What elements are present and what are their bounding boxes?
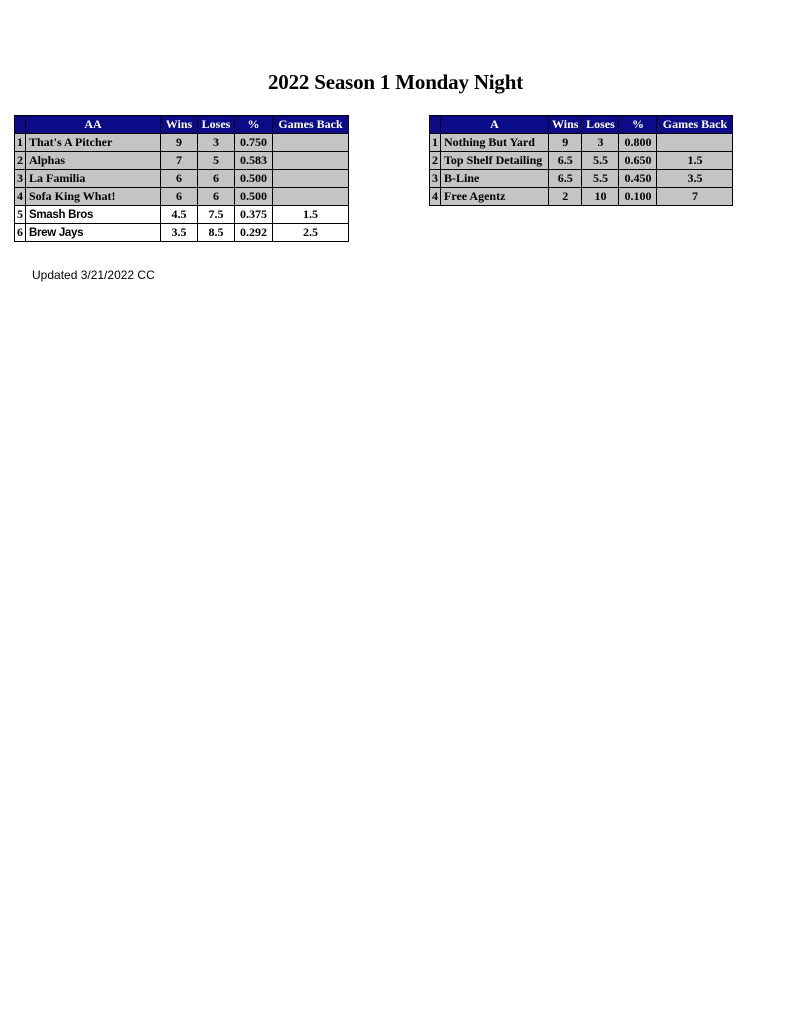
wins-cell: 4.5 xyxy=(161,206,198,224)
games-back-cell: 1.5 xyxy=(273,206,349,224)
updated-note: Updated 3/21/2022 CC xyxy=(32,268,155,282)
table-row xyxy=(15,134,349,152)
games-back-header: Games Back xyxy=(657,116,733,134)
table-header-row xyxy=(15,116,349,134)
loses-cell: 5.5 xyxy=(582,152,619,170)
pct-header: % xyxy=(235,116,273,134)
loses-cell: 7.5 xyxy=(198,206,235,224)
rank-cell: 2 xyxy=(430,152,441,170)
games-back-cell xyxy=(657,134,733,152)
pct-cell: 0.500 xyxy=(235,170,273,188)
pct-cell: 0.800 xyxy=(619,134,657,152)
pct-cell: 0.292 xyxy=(235,224,273,242)
games-back-cell: 7 xyxy=(657,188,733,206)
wins-cell: 3.5 xyxy=(161,224,198,242)
loses-cell: 3 xyxy=(198,134,235,152)
games-back-cell xyxy=(273,152,349,170)
pct-cell: 0.450 xyxy=(619,170,657,188)
loses-cell: 5 xyxy=(198,152,235,170)
team-cell: B-Line xyxy=(441,170,549,188)
table-header-row xyxy=(430,116,733,134)
games-back-cell: 3.5 xyxy=(657,170,733,188)
table-row xyxy=(15,206,349,224)
games-back-cell: 1.5 xyxy=(657,152,733,170)
games-back-cell xyxy=(273,170,349,188)
table-row xyxy=(430,188,733,206)
pct-cell: 0.750 xyxy=(235,134,273,152)
a-standings-table xyxy=(429,115,733,206)
table-row xyxy=(15,224,349,242)
team-cell: Sofa King What! xyxy=(26,188,161,206)
division-name-header: AA xyxy=(26,116,161,134)
pct-cell: 0.583 xyxy=(235,152,273,170)
games-back-cell: 2.5 xyxy=(273,224,349,242)
team-cell: Smash Bros xyxy=(26,206,161,224)
loses-cell: 3 xyxy=(582,134,619,152)
pct-header: % xyxy=(619,116,657,134)
aa-standings-table xyxy=(14,115,349,242)
rank-cell: 3 xyxy=(430,170,441,188)
page-title: 2022 Season 1 Monday Night xyxy=(267,70,523,94)
division-name-header: A xyxy=(441,116,549,134)
loses-cell: 6 xyxy=(198,170,235,188)
rank-cell: 4 xyxy=(15,188,26,206)
wins-header: Wins xyxy=(549,116,582,134)
pct-cell: 0.500 xyxy=(235,188,273,206)
wins-cell: 6.5 xyxy=(549,152,582,170)
table-row xyxy=(430,170,733,188)
wins-cell: 7 xyxy=(161,152,198,170)
wins-cell: 9 xyxy=(549,134,582,152)
pct-cell: 0.100 xyxy=(619,188,657,206)
team-cell: Nothing But Yard xyxy=(441,134,549,152)
rank-cell: 1 xyxy=(15,134,26,152)
team-cell: Free Agentz xyxy=(441,188,549,206)
games-back-cell xyxy=(273,134,349,152)
table-row xyxy=(15,188,349,206)
pct-cell: 0.650 xyxy=(619,152,657,170)
loses-header: Loses xyxy=(582,116,619,134)
rank-cell: 2 xyxy=(15,152,26,170)
pct-cell: 0.375 xyxy=(235,206,273,224)
loses-cell: 10 xyxy=(582,188,619,206)
rank-header xyxy=(15,116,26,134)
table-row xyxy=(430,152,733,170)
table-row xyxy=(430,134,733,152)
team-cell: Top Shelf Detailing xyxy=(441,152,549,170)
wins-cell: 6 xyxy=(161,170,198,188)
wins-cell: 9 xyxy=(161,134,198,152)
table-row xyxy=(15,170,349,188)
rank-cell: 3 xyxy=(15,170,26,188)
rank-cell: 4 xyxy=(430,188,441,206)
wins-cell: 6 xyxy=(161,188,198,206)
loses-cell: 8.5 xyxy=(198,224,235,242)
team-cell: La Familia xyxy=(26,170,161,188)
rank-cell: 6 xyxy=(15,224,26,242)
wins-cell: 6.5 xyxy=(549,170,582,188)
loses-header: Loses xyxy=(198,116,235,134)
team-cell: That's A Pitcher xyxy=(26,134,161,152)
rank-cell: 1 xyxy=(430,134,441,152)
wins-cell: 2 xyxy=(549,188,582,206)
games-back-cell xyxy=(273,188,349,206)
loses-cell: 5.5 xyxy=(582,170,619,188)
loses-cell: 6 xyxy=(198,188,235,206)
wins-header: Wins xyxy=(161,116,198,134)
games-back-header: Games Back xyxy=(273,116,349,134)
team-cell: Brew Jays xyxy=(26,224,161,242)
table-row xyxy=(15,152,349,170)
team-cell: Alphas xyxy=(26,152,161,170)
rank-header xyxy=(430,116,441,134)
rank-cell: 5 xyxy=(15,206,26,224)
